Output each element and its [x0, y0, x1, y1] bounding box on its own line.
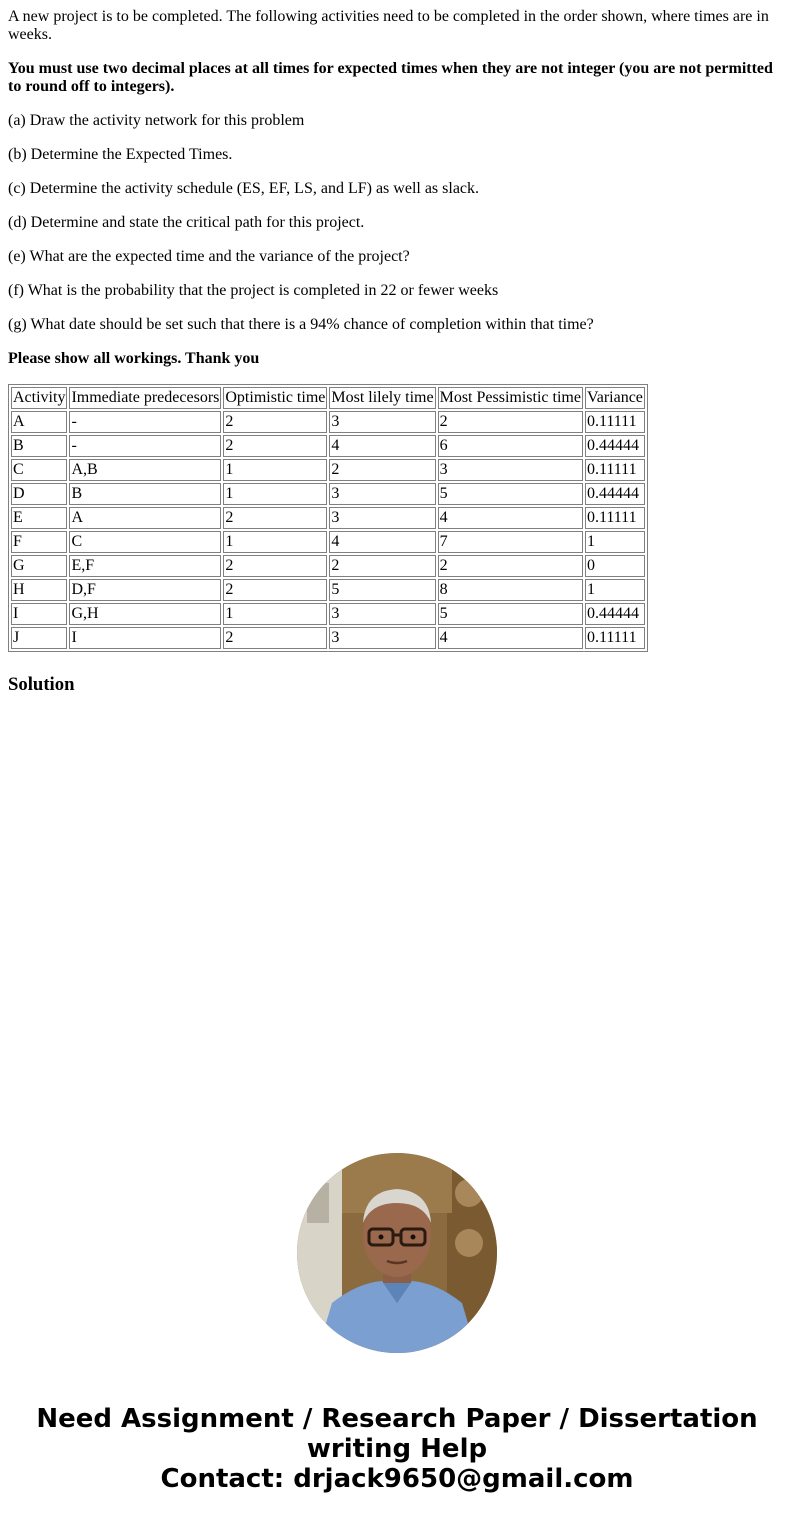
intro-text: A new project is to be completed. The following activities need to be completed in the order shown, where times are in weeks.	[8, 8, 769, 43]
footer-line-3: Contact: drjack9650@gmail.com	[160, 1464, 634, 1494]
table-row	[11, 627, 645, 649]
cell-predecessors: A,B	[69, 459, 221, 481]
cell-pessimistic: 2	[438, 411, 583, 433]
footer-contact	[0, 1404, 794, 1494]
activity-table	[8, 384, 648, 652]
cell-predecessors: B	[69, 483, 221, 505]
cell-variance: 0.44444	[585, 483, 645, 505]
solution-heading: Solution	[8, 674, 75, 695]
cell-pessimistic: 5	[438, 603, 583, 625]
cell-optimistic: 2	[223, 627, 327, 649]
cell-optimistic: 1	[223, 603, 327, 625]
cell-predecessors: E,F	[69, 555, 221, 577]
cell-variance: 0.11111	[585, 459, 645, 481]
footer-line-2: writing Help	[306, 1434, 488, 1464]
table-row	[11, 531, 645, 553]
cell-most-likely: 2	[329, 459, 435, 481]
cell-pessimistic: 8	[438, 579, 583, 601]
part-c: (c) Determine the activity schedule (ES, EF, LS, and LF) as well as slack.	[8, 180, 480, 197]
cell-activity: E	[11, 507, 67, 529]
cell-activity: C	[11, 459, 67, 481]
cell-predecessors: D,F	[69, 579, 221, 601]
cell-predecessors: G,H	[69, 603, 221, 625]
cell-most-likely: 3	[329, 603, 435, 625]
cell-predecessors: -	[69, 411, 221, 433]
instruction-text: You must use two decimal places at all times for expected times when they are not integer (you are not permitted to round off to integers).	[8, 60, 773, 95]
cell-predecessors: -	[69, 435, 221, 457]
question-content	[8, 8, 786, 696]
cell-optimistic: 1	[223, 531, 327, 553]
part-e: (e) What are the expected time and the variance of the project?	[8, 248, 410, 265]
part-f: (f) What is the probability that the project is completed in 22 or fewer weeks	[8, 282, 499, 299]
cell-most-likely: 3	[329, 507, 435, 529]
header-activity: Activity	[11, 387, 67, 409]
part-d: (d) Determine and state the critical path for this project.	[8, 214, 365, 231]
cell-most-likely: 5	[329, 579, 435, 601]
cell-pessimistic: 6	[438, 435, 583, 457]
cell-variance: 0.11111	[585, 507, 645, 529]
table-row	[11, 603, 645, 625]
cell-activity: F	[11, 531, 67, 553]
cell-activity: I	[11, 603, 67, 625]
cell-predecessors: I	[69, 627, 221, 649]
cell-optimistic: 2	[223, 411, 327, 433]
cell-variance: 0.11111	[585, 411, 645, 433]
cell-pessimistic: 2	[438, 555, 583, 577]
part-b: (b) Determine the Expected Times.	[8, 146, 233, 163]
table-row	[11, 435, 645, 457]
cell-pessimistic: 4	[438, 507, 583, 529]
cell-activity: B	[11, 435, 67, 457]
cell-optimistic: 1	[223, 459, 327, 481]
cell-variance: 0.44444	[585, 603, 645, 625]
closing-text: Please show all workings. Thank you	[8, 350, 260, 367]
header-pessimistic: Most Pessimistic time	[438, 387, 583, 409]
cell-pessimistic: 5	[438, 483, 583, 505]
cell-most-likely: 3	[329, 411, 435, 433]
table-row	[11, 555, 645, 577]
cell-most-likely: 3	[329, 627, 435, 649]
part-a: (a) Draw the activity network for this problem	[8, 112, 305, 129]
cell-optimistic: 1	[223, 483, 327, 505]
cell-variance: 1	[585, 579, 645, 601]
part-g: (g) What date should be set such that there is a 94% chance of completion within that time?	[8, 316, 594, 333]
cell-activity: J	[11, 627, 67, 649]
cell-pessimistic: 7	[438, 531, 583, 553]
table-row	[11, 483, 645, 505]
cell-most-likely: 4	[329, 531, 435, 553]
cell-variance: 0.44444	[585, 435, 645, 457]
cell-variance: 0	[585, 555, 645, 577]
cell-optimistic: 2	[223, 507, 327, 529]
cell-predecessors: A	[69, 507, 221, 529]
table-row	[11, 507, 645, 529]
footer-line-1: Need Assignment / Research Paper / Dissertation	[36, 1404, 758, 1434]
cell-pessimistic: 4	[438, 627, 583, 649]
cell-variance: 0.11111	[585, 627, 645, 649]
header-variance: Variance	[585, 387, 645, 409]
cell-activity: A	[11, 411, 67, 433]
author-avatar	[297, 1153, 497, 1353]
cell-activity: G	[11, 555, 67, 577]
cell-optimistic: 2	[223, 435, 327, 457]
cell-most-likely: 2	[329, 555, 435, 577]
header-most-likely: Most lilely time	[329, 387, 435, 409]
cell-predecessors: C	[69, 531, 221, 553]
header-predecessors: Immediate predecesors	[69, 387, 221, 409]
table-row	[11, 459, 645, 481]
cell-activity: D	[11, 483, 67, 505]
cell-optimistic: 2	[223, 579, 327, 601]
header-optimistic: Optimistic time	[223, 387, 327, 409]
table-row	[11, 579, 645, 601]
table-row	[11, 411, 645, 433]
cell-most-likely: 3	[329, 483, 435, 505]
cell-most-likely: 4	[329, 435, 435, 457]
cell-optimistic: 2	[223, 555, 327, 577]
cell-activity: H	[11, 579, 67, 601]
cell-variance: 1	[585, 531, 645, 553]
cell-pessimistic: 3	[438, 459, 583, 481]
table-header-row	[11, 387, 645, 409]
